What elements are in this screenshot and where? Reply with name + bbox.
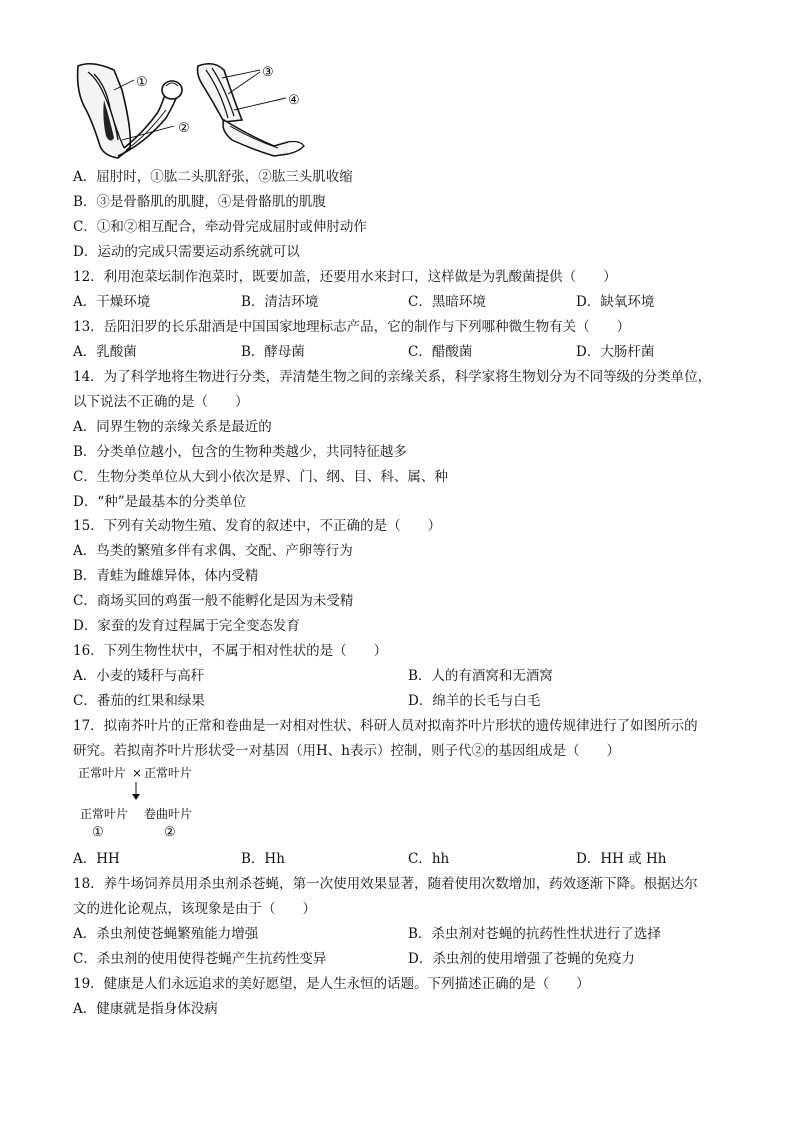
q17-option-b: B．Hh xyxy=(241,851,285,867)
cross-diagram xyxy=(74,762,214,842)
q18-stem-line2: 文的进化论观点，该现象是由于（ ） xyxy=(73,901,316,917)
q11-option-c: C．①和②相互配合，牵动骨完成屈肘或伸肘动作 xyxy=(73,219,367,235)
q14-option-d: D．“种”是最基本的分类单位 xyxy=(73,494,247,510)
arm-label-3: ③ xyxy=(262,65,274,80)
cross-child-2-num: ② xyxy=(164,825,176,840)
cross-symbol: × xyxy=(132,766,143,780)
q17-option-c: C．hh xyxy=(408,851,450,867)
q12-option-d: D．缺氧环境 xyxy=(576,294,655,310)
q16-option-d: D．绵羊的长毛与白毛 xyxy=(408,693,541,709)
q15-option-c: C．商场买回的鸡蛋一般不能孵化是因为未受精 xyxy=(73,593,354,609)
q19-stem: 19．健康是人们永远追求的美好愿望，是人生永恒的话题。下列描述正确的是（ ） xyxy=(73,976,590,992)
arm-label-2: ② xyxy=(178,121,190,136)
q12-stem: 12．利用泡菜坛制作泡菜时，既要加盖，还要用水来封口，这样做是为乳酸菌提供（ ） xyxy=(73,269,617,285)
q14-option-c: C．生物分类单位从大到小依次是界、门、纲、目、科、属、种 xyxy=(73,469,448,485)
q18-option-d: D．杀虫剂的使用增强了苍蝇的免疫力 xyxy=(408,951,635,967)
q16-option-a: A．小麦的矮秆与高秆 xyxy=(73,668,205,684)
q17-stem-line1: 17．拟南芥叶片的正常和卷曲是一对相对性状、科研人员对拟南芥叶片形状的遗传规律进行了如图所示的 xyxy=(73,718,698,734)
arm-label-4: ④ xyxy=(288,93,300,108)
q14-stem-line2: 以下说法不正确的是（ ） xyxy=(73,394,249,410)
q13-stem: 13．岳阳汨罗的长乐甜酒是中国国家地理标志产品，它的制作与下列哪种微生物有关（ ） xyxy=(73,319,631,335)
cross-child-2: 卷曲叶片 xyxy=(144,807,193,821)
q14-option-b: B．分类单位越小，包含的生物种类越少，共同特征越多 xyxy=(73,444,407,460)
q11-option-a: A．屈肘时，①肱二头肌舒张，②肱三头肌收缩 xyxy=(73,169,353,185)
arrow-down-icon xyxy=(132,794,140,800)
q12-option-a: A．干燥环境 xyxy=(73,294,151,310)
q13-option-d: D．大肠杆菌 xyxy=(576,344,655,360)
cross-parent-left: 正常叶片 xyxy=(78,766,127,780)
q16-stem: 16．下列生物性状中，不属于相对性状的是（ ） xyxy=(73,643,388,659)
q15-stem: 15．下列有关动物生殖、发育的叙述中，不正确的是（ ） xyxy=(73,518,442,534)
q15-option-a: A．鸟类的繁殖多伴有求偶、交配、产卵等行为 xyxy=(73,543,353,559)
q17-option-d: D．HH 或 Hh xyxy=(576,851,667,867)
q16-option-c: C．番茄的红果和绿果 xyxy=(73,693,205,709)
q18-option-a: A．杀虫剂使苍蝇繁殖能力增强 xyxy=(73,926,259,942)
q13-option-b: B．酵母菌 xyxy=(241,344,305,360)
q13-option-c: C．醋酸菌 xyxy=(408,344,473,360)
q16-option-b: B．人的有酒窝和无酒窝 xyxy=(408,668,553,684)
q11-option-b: B．③是骨骼肌的肌腱，④是骨骼肌的肌腹 xyxy=(73,194,326,210)
q11-option-d: D．运动的完成只需要运动系统就可以 xyxy=(73,244,300,260)
arm-muscle-figure xyxy=(74,60,314,164)
q12-option-c: C．黑暗环境 xyxy=(408,294,486,310)
cross-child-1: 正常叶片 xyxy=(80,807,129,821)
q15-option-b: B．青蛙为雌雄异体，体内受精 xyxy=(73,568,259,584)
arm-label-1: ① xyxy=(136,75,148,90)
q14-option-a: A．同界生物的亲缘关系是最近的 xyxy=(73,419,272,435)
q13-option-a: A．乳酸菌 xyxy=(73,344,137,360)
q17-stem-line2: 研究。若拟南芥叶片形状受一对基因（用H、h表示）控制，则子代②的基因组成是（ ） xyxy=(73,743,620,759)
q12-option-b: B．清洁环境 xyxy=(241,294,319,310)
q14-stem-line1: 14．为了科学地将生物进行分类，弄清楚生物之间的亲缘关系，科学家将生物划分为不同等级的分类单位， xyxy=(73,369,712,385)
cross-parent-right: 正常叶片 xyxy=(144,766,193,780)
q18-option-c: C．杀虫剂的使用使得苍蝇产生抗药性变异 xyxy=(73,951,327,967)
q19-option-a: A．健康就是指身体没病 xyxy=(73,1001,218,1017)
q15-option-d: D．家蚕的发育过程属于完全变态发育 xyxy=(73,618,300,634)
cross-child-1-num: ① xyxy=(92,825,104,840)
q18-option-b: B．杀虫剂对苍蝇的抗药性性状进行了选择 xyxy=(408,926,661,942)
q17-option-a: A．HH xyxy=(73,851,120,867)
q18-stem-line1: 18．养牛场饲养员用杀虫剂杀苍蝇，第一次使用效果显著，随着使用次数增加，药效逐渐下降。根据达尔 xyxy=(73,876,698,892)
